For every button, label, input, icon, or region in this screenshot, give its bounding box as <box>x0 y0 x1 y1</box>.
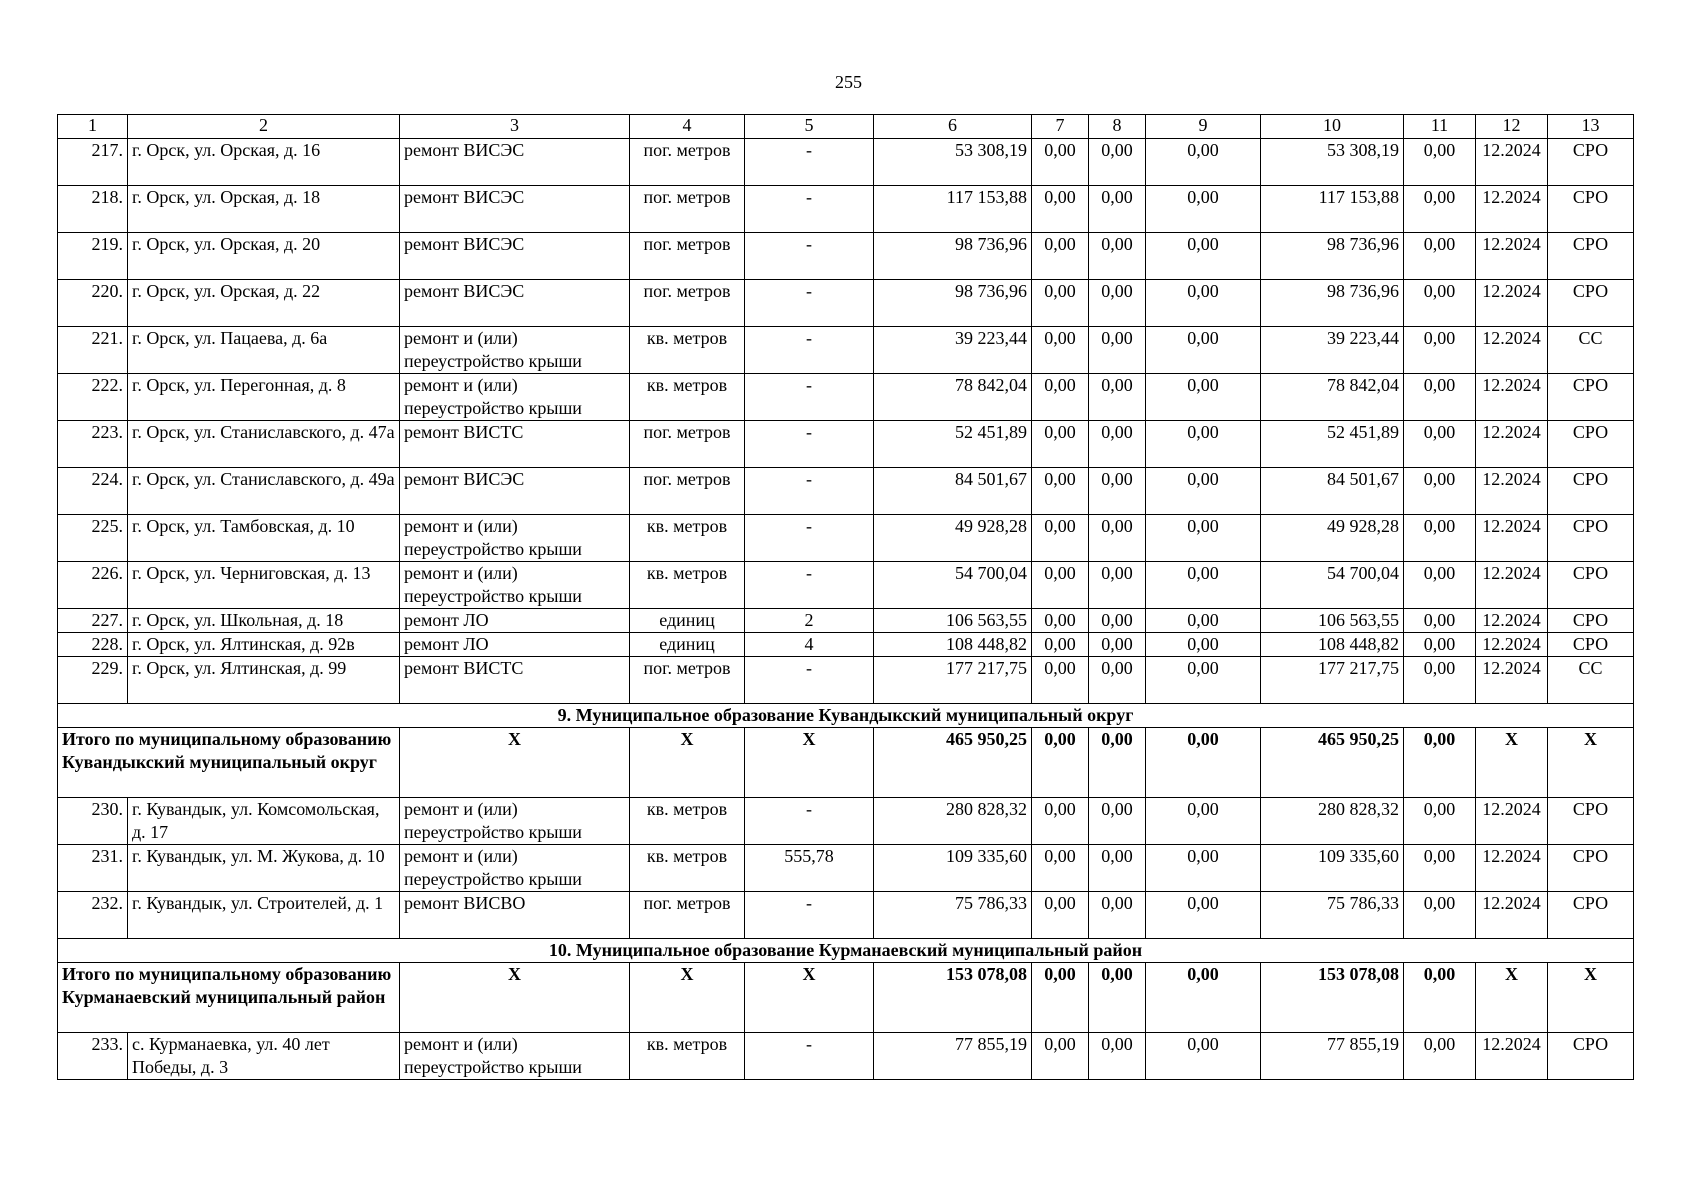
cell-total-cost: 84 501,67 <box>874 468 1032 515</box>
cell-unit: единиц <box>630 633 745 657</box>
cell-col11: 0,00 <box>1404 233 1476 280</box>
cell-total-cost: 54 700,04 <box>874 562 1032 609</box>
cell-unit: кв. метров <box>630 374 745 421</box>
cell-total-cost: 465 950,25 <box>874 728 1032 798</box>
section-header-row <box>58 939 1634 963</box>
cell-col11: 0,00 <box>1404 633 1476 657</box>
cell-source: СРО <box>1548 633 1634 657</box>
cell-col10: 177 217,75 <box>1261 657 1404 704</box>
cell-col9: 0,00 <box>1146 845 1261 892</box>
cell-total-cost: 106 563,55 <box>874 609 1032 633</box>
cell-source: Х <box>1548 963 1634 1033</box>
cell-deadline: 12.2024 <box>1476 233 1548 280</box>
cell-source: СРО <box>1548 1033 1634 1080</box>
cell-total-cost: 53 308,19 <box>874 139 1032 186</box>
cell-address: г. Орск, ул. Пацаева, д. 6а <box>128 327 400 374</box>
cell-col9: 0,00 <box>1146 963 1261 1033</box>
cell-col10: 39 223,44 <box>1261 327 1404 374</box>
cell-source: Х <box>1548 728 1634 798</box>
cell-work-type: ремонт и (или) переустройство крыши <box>400 562 630 609</box>
cell-source: СРО <box>1548 845 1634 892</box>
cell-total-cost: 52 451,89 <box>874 421 1032 468</box>
cell-col7: 0,00 <box>1032 139 1089 186</box>
cell-col9: 0,00 <box>1146 421 1261 468</box>
cell-col7: 0,00 <box>1032 963 1089 1033</box>
cell-unit: пог. метров <box>630 280 745 327</box>
table-row <box>58 562 1634 609</box>
cell-deadline: 12.2024 <box>1476 515 1548 562</box>
subtotal-row <box>58 963 1634 1033</box>
cell-source: СРО <box>1548 468 1634 515</box>
cell-source: СРО <box>1548 798 1634 845</box>
cell-quantity: 555,78 <box>745 845 874 892</box>
cell-quantity: Х <box>745 963 874 1033</box>
cell-deadline: 12.2024 <box>1476 609 1548 633</box>
cell-address: г. Орск, ул. Орская, д. 22 <box>128 280 400 327</box>
table-row <box>58 280 1634 327</box>
cell-col9: 0,00 <box>1146 609 1261 633</box>
cell-work-type: ремонт ВИСЭС <box>400 139 630 186</box>
cell-deadline: 12.2024 <box>1476 139 1548 186</box>
cell-total-cost: 78 842,04 <box>874 374 1032 421</box>
cell-unit: Х <box>630 728 745 798</box>
cell-col10: 280 828,32 <box>1261 798 1404 845</box>
column-header: 10 <box>1261 115 1404 139</box>
cell-address: г. Орск, ул. Станиславского, д. 47а <box>128 421 400 468</box>
cell-col8: 0,00 <box>1089 233 1146 280</box>
column-header: 12 <box>1476 115 1548 139</box>
cell-unit: кв. метров <box>630 1033 745 1080</box>
cell-col7: 0,00 <box>1032 515 1089 562</box>
cell-deadline: 12.2024 <box>1476 845 1548 892</box>
column-header: 7 <box>1032 115 1089 139</box>
cell-col8: 0,00 <box>1089 280 1146 327</box>
cell-deadline: 12.2024 <box>1476 468 1548 515</box>
cell-address: г. Орск, ул. Ялтинская, д. 99 <box>128 657 400 704</box>
cell-deadline: 12.2024 <box>1476 798 1548 845</box>
cell-col10: 109 335,60 <box>1261 845 1404 892</box>
cell-col11: 0,00 <box>1404 845 1476 892</box>
table-row <box>58 139 1634 186</box>
cell-col9: 0,00 <box>1146 280 1261 327</box>
cell-col9: 0,00 <box>1146 892 1261 939</box>
cell-col11: 0,00 <box>1404 728 1476 798</box>
cell-col8: 0,00 <box>1089 515 1146 562</box>
cell-col9: 0,00 <box>1146 1033 1261 1080</box>
cell-quantity: - <box>745 798 874 845</box>
cell-source: СРО <box>1548 186 1634 233</box>
cell-unit: кв. метров <box>630 327 745 374</box>
cell-row-number: 223. <box>58 421 128 468</box>
cell-address: г. Орск, ул. Ялтинская, д. 92в <box>128 633 400 657</box>
cell-col10: 84 501,67 <box>1261 468 1404 515</box>
cell-total-cost: 39 223,44 <box>874 327 1032 374</box>
cell-col11: 0,00 <box>1404 280 1476 327</box>
cell-quantity: - <box>745 892 874 939</box>
cell-work-type: ремонт ВИСТС <box>400 421 630 468</box>
column-number-header-row <box>58 115 1634 139</box>
cell-total-cost: 280 828,32 <box>874 798 1032 845</box>
cell-col7: 0,00 <box>1032 892 1089 939</box>
cell-col11: 0,00 <box>1404 515 1476 562</box>
cell-col7: 0,00 <box>1032 798 1089 845</box>
cell-work-type: ремонт ВИСЭС <box>400 233 630 280</box>
cell-unit: пог. метров <box>630 657 745 704</box>
cell-quantity: - <box>745 657 874 704</box>
column-header: 13 <box>1548 115 1634 139</box>
cell-quantity: 4 <box>745 633 874 657</box>
cell-row-number: 224. <box>58 468 128 515</box>
cell-col9: 0,00 <box>1146 657 1261 704</box>
cell-deadline: 12.2024 <box>1476 892 1548 939</box>
cell-col10: 98 736,96 <box>1261 280 1404 327</box>
cell-work-type: ремонт и (или) переустройство крыши <box>400 798 630 845</box>
cell-col8: 0,00 <box>1089 327 1146 374</box>
cell-col9: 0,00 <box>1146 798 1261 845</box>
cell-row-number: 231. <box>58 845 128 892</box>
cell-col8: 0,00 <box>1089 139 1146 186</box>
cell-deadline: Х <box>1476 728 1548 798</box>
cell-col9: 0,00 <box>1146 728 1261 798</box>
column-header: 11 <box>1404 115 1476 139</box>
cell-total-cost: 75 786,33 <box>874 892 1032 939</box>
cell-work-type: ремонт ВИСЭС <box>400 280 630 327</box>
cell-col7: 0,00 <box>1032 468 1089 515</box>
table-row <box>58 633 1634 657</box>
cell-work-type: ремонт ВИСТС <box>400 657 630 704</box>
cell-deadline: 12.2024 <box>1476 562 1548 609</box>
cell-deadline: Х <box>1476 963 1548 1033</box>
cell-unit: пог. метров <box>630 233 745 280</box>
section-header-row <box>58 704 1634 728</box>
cell-total-cost: 98 736,96 <box>874 233 1032 280</box>
cell-total-cost: 117 153,88 <box>874 186 1032 233</box>
table-row <box>58 892 1634 939</box>
cell-col9: 0,00 <box>1146 633 1261 657</box>
cell-row-number: 228. <box>58 633 128 657</box>
cell-unit: кв. метров <box>630 845 745 892</box>
cell-deadline: 12.2024 <box>1476 657 1548 704</box>
cell-quantity: - <box>745 515 874 562</box>
cell-total-cost: 108 448,82 <box>874 633 1032 657</box>
table-row <box>58 233 1634 280</box>
cell-work-type: Х <box>400 728 630 798</box>
page-number: 255 <box>835 72 862 92</box>
table-row <box>58 1033 1634 1080</box>
cell-row-number: 221. <box>58 327 128 374</box>
cell-unit: пог. метров <box>630 892 745 939</box>
cell-col11: 0,00 <box>1404 562 1476 609</box>
cell-col8: 0,00 <box>1089 845 1146 892</box>
cell-work-type: Х <box>400 963 630 1033</box>
cell-work-type: ремонт и (или) переустройство крыши <box>400 845 630 892</box>
cell-col11: 0,00 <box>1404 892 1476 939</box>
cell-row-number: 225. <box>58 515 128 562</box>
column-header: 6 <box>874 115 1032 139</box>
cell-col9: 0,00 <box>1146 515 1261 562</box>
cell-row-number: 218. <box>58 186 128 233</box>
cell-col7: 0,00 <box>1032 186 1089 233</box>
cell-col7: 0,00 <box>1032 1033 1089 1080</box>
table-row <box>58 468 1634 515</box>
cell-work-type: ремонт и (или) переустройство крыши <box>400 1033 630 1080</box>
cell-col10: 49 928,28 <box>1261 515 1404 562</box>
column-header: 3 <box>400 115 630 139</box>
cell-col11: 0,00 <box>1404 1033 1476 1080</box>
cell-row-number: 233. <box>58 1033 128 1080</box>
cell-col10: 53 308,19 <box>1261 139 1404 186</box>
cell-col7: 0,00 <box>1032 633 1089 657</box>
cell-source: СС <box>1548 327 1634 374</box>
cell-col8: 0,00 <box>1089 186 1146 233</box>
cell-deadline: 12.2024 <box>1476 1033 1548 1080</box>
cell-col10: 52 451,89 <box>1261 421 1404 468</box>
cell-col10: 77 855,19 <box>1261 1033 1404 1080</box>
cell-row-number: 232. <box>58 892 128 939</box>
cell-col11: 0,00 <box>1404 657 1476 704</box>
cell-row-number: 222. <box>58 374 128 421</box>
cell-col10: 54 700,04 <box>1261 562 1404 609</box>
cell-quantity: - <box>745 1033 874 1080</box>
section-title: 10. Муниципальное образование Курманаевский муниципальный район <box>58 939 1634 963</box>
cell-row-number: 217. <box>58 139 128 186</box>
cell-col11: 0,00 <box>1404 186 1476 233</box>
cell-col8: 0,00 <box>1089 963 1146 1033</box>
table-row <box>58 845 1634 892</box>
column-header: 4 <box>630 115 745 139</box>
cell-unit: единиц <box>630 609 745 633</box>
table-row <box>58 515 1634 562</box>
cell-address: г. Орск, ул. Орская, д. 20 <box>128 233 400 280</box>
cell-quantity: 2 <box>745 609 874 633</box>
cell-col10: 98 736,96 <box>1261 233 1404 280</box>
cell-address: г. Орск, ул. Орская, д. 16 <box>128 139 400 186</box>
cell-address: г. Орск, ул. Тамбовская, д. 10 <box>128 515 400 562</box>
cell-col8: 0,00 <box>1089 657 1146 704</box>
cell-col9: 0,00 <box>1146 139 1261 186</box>
cell-col7: 0,00 <box>1032 421 1089 468</box>
cell-col11: 0,00 <box>1404 798 1476 845</box>
cell-work-type: ремонт и (или) переустройство крыши <box>400 374 630 421</box>
cell-col7: 0,00 <box>1032 327 1089 374</box>
cell-deadline: 12.2024 <box>1476 327 1548 374</box>
cell-address: г. Кувандык, ул. Комсомольская, д. 17 <box>128 798 400 845</box>
column-header: 5 <box>745 115 874 139</box>
cell-work-type: ремонт ВИСЭС <box>400 468 630 515</box>
cell-source: СРО <box>1548 609 1634 633</box>
cell-address: г. Орск, ул. Черниговская, д. 13 <box>128 562 400 609</box>
cell-address: с. Курманаевка, ул. 40 лет Победы, д. 3 <box>128 1033 400 1080</box>
cell-unit: кв. метров <box>630 515 745 562</box>
cell-total-cost: 49 928,28 <box>874 515 1032 562</box>
cell-row-number: 230. <box>58 798 128 845</box>
cell-source: СРО <box>1548 892 1634 939</box>
cell-col7: 0,00 <box>1032 657 1089 704</box>
cell-col9: 0,00 <box>1146 327 1261 374</box>
cell-unit: кв. метров <box>630 798 745 845</box>
cell-col8: 0,00 <box>1089 468 1146 515</box>
column-header: 9 <box>1146 115 1261 139</box>
cell-quantity: - <box>745 327 874 374</box>
cell-unit: пог. метров <box>630 186 745 233</box>
cell-unit: пог. метров <box>630 139 745 186</box>
cell-col8: 0,00 <box>1089 892 1146 939</box>
cell-col9: 0,00 <box>1146 186 1261 233</box>
cell-col11: 0,00 <box>1404 139 1476 186</box>
cell-address: г. Орск, ул. Перегонная, д. 8 <box>128 374 400 421</box>
cell-col7: 0,00 <box>1032 609 1089 633</box>
cell-col9: 0,00 <box>1146 374 1261 421</box>
table-row <box>58 798 1634 845</box>
cell-work-type: ремонт ЛО <box>400 633 630 657</box>
cell-col11: 0,00 <box>1404 963 1476 1033</box>
cell-col10: 75 786,33 <box>1261 892 1404 939</box>
column-header: 1 <box>58 115 128 139</box>
cell-source: СРО <box>1548 421 1634 468</box>
cell-source: СС <box>1548 657 1634 704</box>
cell-source: СРО <box>1548 233 1634 280</box>
cell-work-type: ремонт и (или) переустройство крыши <box>400 515 630 562</box>
cell-col8: 0,00 <box>1089 374 1146 421</box>
cell-col8: 0,00 <box>1089 421 1146 468</box>
cell-col7: 0,00 <box>1032 233 1089 280</box>
subtotal-label: Итого по муниципальному образованию Кувандыкский муниципальный округ <box>58 728 400 798</box>
cell-col7: 0,00 <box>1032 374 1089 421</box>
cell-col8: 0,00 <box>1089 562 1146 609</box>
cell-deadline: 12.2024 <box>1476 280 1548 327</box>
cell-col9: 0,00 <box>1146 233 1261 280</box>
cell-work-type: ремонт ЛО <box>400 609 630 633</box>
cell-quantity: Х <box>745 728 874 798</box>
cell-deadline: 12.2024 <box>1476 421 1548 468</box>
cell-work-type: ремонт и (или) переустройство крыши <box>400 327 630 374</box>
cell-deadline: 12.2024 <box>1476 374 1548 421</box>
cell-deadline: 12.2024 <box>1476 186 1548 233</box>
cell-row-number: 220. <box>58 280 128 327</box>
table-row <box>58 421 1634 468</box>
cell-total-cost: 98 736,96 <box>874 280 1032 327</box>
cell-col10: 153 078,08 <box>1261 963 1404 1033</box>
cell-row-number: 219. <box>58 233 128 280</box>
cell-col11: 0,00 <box>1404 609 1476 633</box>
cell-row-number: 226. <box>58 562 128 609</box>
cell-source: СРО <box>1548 515 1634 562</box>
cell-unit: Х <box>630 963 745 1033</box>
cell-source: СРО <box>1548 139 1634 186</box>
cell-address: г. Орск, ул. Станиславского, д. 49а <box>128 468 400 515</box>
cell-col11: 0,00 <box>1404 374 1476 421</box>
cell-quantity: - <box>745 421 874 468</box>
cell-col8: 0,00 <box>1089 633 1146 657</box>
table-row <box>58 186 1634 233</box>
cell-address: г. Орск, ул. Школьная, д. 18 <box>128 609 400 633</box>
capital-repair-table <box>57 114 1634 1080</box>
cell-quantity: - <box>745 139 874 186</box>
cell-col7: 0,00 <box>1032 845 1089 892</box>
cell-total-cost: 153 078,08 <box>874 963 1032 1033</box>
cell-unit: пог. метров <box>630 468 745 515</box>
cell-unit: кв. метров <box>630 562 745 609</box>
cell-col10: 108 448,82 <box>1261 633 1404 657</box>
table-row <box>58 609 1634 633</box>
cell-row-number: 227. <box>58 609 128 633</box>
cell-work-type: ремонт ВИСЭС <box>400 186 630 233</box>
cell-col8: 0,00 <box>1089 609 1146 633</box>
cell-col8: 0,00 <box>1089 728 1146 798</box>
cell-quantity: - <box>745 468 874 515</box>
table-row <box>58 327 1634 374</box>
cell-quantity: - <box>745 233 874 280</box>
section-title: 9. Муниципальное образование Кувандыкский муниципальный округ <box>58 704 1634 728</box>
cell-col9: 0,00 <box>1146 562 1261 609</box>
cell-col11: 0,00 <box>1404 327 1476 374</box>
cell-quantity: - <box>745 374 874 421</box>
cell-col11: 0,00 <box>1404 468 1476 515</box>
cell-quantity: - <box>745 562 874 609</box>
cell-col11: 0,00 <box>1404 421 1476 468</box>
cell-quantity: - <box>745 280 874 327</box>
cell-work-type: ремонт ВИСВО <box>400 892 630 939</box>
cell-col8: 0,00 <box>1089 798 1146 845</box>
cell-source: СРО <box>1548 562 1634 609</box>
table-row <box>58 374 1634 421</box>
cell-source: СРО <box>1548 374 1634 421</box>
cell-address: г. Орск, ул. Орская, д. 18 <box>128 186 400 233</box>
table-row <box>58 657 1634 704</box>
cell-col10: 465 950,25 <box>1261 728 1404 798</box>
cell-total-cost: 177 217,75 <box>874 657 1032 704</box>
cell-address: г. Кувандык, ул. М. Жукова, д. 10 <box>128 845 400 892</box>
cell-col7: 0,00 <box>1032 280 1089 327</box>
cell-col8: 0,00 <box>1089 1033 1146 1080</box>
column-header: 2 <box>128 115 400 139</box>
cell-row-number: 229. <box>58 657 128 704</box>
cell-col9: 0,00 <box>1146 468 1261 515</box>
cell-unit: пог. метров <box>630 421 745 468</box>
subtotal-label: Итого по муниципальному образованию Курманаевский муниципальный район <box>58 963 400 1033</box>
cell-total-cost: 109 335,60 <box>874 845 1032 892</box>
cell-col10: 117 153,88 <box>1261 186 1404 233</box>
cell-deadline: 12.2024 <box>1476 633 1548 657</box>
cell-source: СРО <box>1548 280 1634 327</box>
cell-quantity: - <box>745 186 874 233</box>
cell-col7: 0,00 <box>1032 728 1089 798</box>
cell-total-cost: 77 855,19 <box>874 1033 1032 1080</box>
cell-col10: 78 842,04 <box>1261 374 1404 421</box>
column-header: 8 <box>1089 115 1146 139</box>
cell-col10: 106 563,55 <box>1261 609 1404 633</box>
cell-col7: 0,00 <box>1032 562 1089 609</box>
subtotal-row <box>58 728 1634 798</box>
cell-address: г. Кувандык, ул. Строителей, д. 1 <box>128 892 400 939</box>
